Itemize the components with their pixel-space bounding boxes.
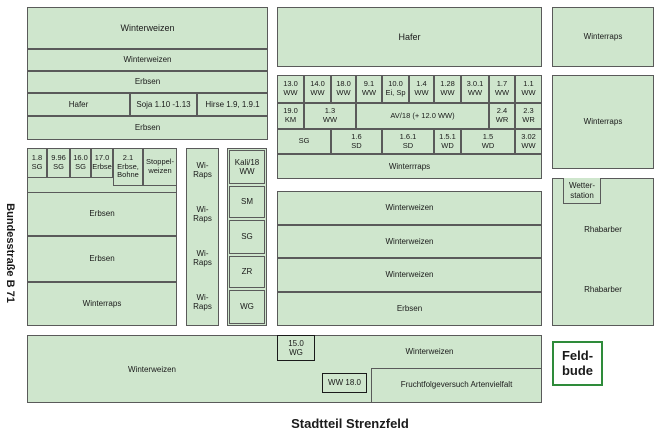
field-left-erbsen-1: Erbsen [27, 192, 177, 236]
plot-9-1: 9.1 WW [356, 75, 382, 103]
plot-2-1-erbse-bohne: 2.1 Erbse, Bohne [113, 148, 143, 186]
wi-raps-2: Wi- Raps [193, 204, 212, 223]
plot-1-6-1: 1.6.1 SD [382, 129, 434, 154]
plot-1-1: 1.1 WW [515, 75, 542, 103]
field-rhabarber-2: Rhabarber [584, 285, 622, 295]
field-soja: Soja 1.10 -1.13 [130, 93, 197, 116]
wi-raps-3: Wi- Raps [193, 248, 212, 267]
plot-1-5: 1.5 WD [461, 129, 515, 154]
plot-1-6: 1.6 SD [331, 129, 382, 154]
plot-1-28: 1.28 WW [434, 75, 461, 103]
plot-1-3: 1.3 WW [304, 103, 356, 129]
field-mid-winterweizen-3: Winterweizen [277, 258, 542, 292]
plot-sg: SG [277, 129, 331, 154]
plot-16-sg: 16.0 SG [70, 148, 91, 178]
plot-ww-18: WW 18.0 [322, 373, 367, 393]
plot-17-erbse: 17.0 Erbse [91, 148, 113, 178]
wi-raps-4: Wi- Raps [193, 292, 212, 311]
plot-3-02: 3.02 WW [515, 129, 542, 154]
road-label-b71: Bundesstraße B 71 [4, 203, 16, 303]
plot-2-4: 2.4 WR [489, 103, 515, 129]
plot-9-96-sg: 9.96 SG [47, 148, 70, 178]
field-bottom-winterweizen-left: Winterweizen [127, 365, 176, 375]
field-mid-winterweizen-2: Winterweizen [277, 225, 542, 258]
plot-1-4: 1.4 WW [409, 75, 434, 103]
field-rhabarber-1: Rhabarber [584, 225, 622, 235]
plot-1-5-1: 1.5.1 WD [434, 129, 461, 154]
plot-2-3: 2.3 WR [515, 103, 542, 129]
field-mid-erbsen: Erbsen [277, 292, 542, 326]
plot-av18: AV/18 (+ 12.0 WW) [356, 103, 489, 129]
field-winterraps-right-2: Winterraps [552, 75, 654, 169]
field-mid-winterweizen-1: Winterweizen [277, 191, 542, 225]
field-left-winterraps: Winterraps [27, 282, 177, 326]
plot-stoppelweizen: Stoppel- weizen [143, 148, 177, 186]
field-winterweizen-top: Winterweizen [27, 7, 268, 49]
plot-zr: ZR [229, 256, 265, 288]
plot-sg-kali: SG [229, 220, 265, 254]
plot-1-8-sg: 1.8 SG [27, 148, 47, 178]
field-erbsen-2: Erbsen [27, 116, 268, 140]
wi-raps-1: Wi- Raps [193, 160, 212, 179]
field-left-erbsen-2: Erbsen [27, 236, 177, 282]
field-winterweizen-2: Winterweizen [27, 49, 268, 71]
field-hafer-large: Hafer [277, 7, 542, 67]
plot-19: 19.0 KM [277, 103, 304, 129]
feldbude-hut: Feld- bude [552, 341, 603, 386]
plot-14: 14.0 WW [304, 75, 331, 103]
plot-1-7: 1.7 WW [489, 75, 515, 103]
plot-18: 18.0 WW [331, 75, 356, 103]
field-bottom-winterweizen-right: Winterweizen [405, 347, 454, 357]
plot-sm: SM [229, 186, 265, 218]
field-fruchtfolgeversuch: Fruchtfolgeversuch Artenvielfalt [400, 380, 513, 390]
plot-13: 13.0 WW [277, 75, 304, 103]
plot-wg: WG [229, 290, 265, 324]
field-hafer-small: Hafer [27, 93, 130, 116]
plot-10: 10.0 Ei, Sp [382, 75, 409, 103]
field-hirse: Hirse 1.9, 1.9.1 [197, 93, 268, 116]
plot-3-0-1: 3.0.1 WW [461, 75, 489, 103]
field-winterraps-mid: Winterrraps [277, 154, 542, 179]
field-erbsen-1: Erbsen [27, 71, 268, 93]
district-label: Stadtteil Strenzfeld [291, 416, 409, 431]
plot-kali18: Kali/18 WW [229, 150, 265, 184]
field-winterraps-right-1: Winterraps [552, 7, 654, 67]
weather-station: Wetter- station [563, 178, 601, 204]
plot-15-wg: 15.0 WG [277, 335, 315, 361]
